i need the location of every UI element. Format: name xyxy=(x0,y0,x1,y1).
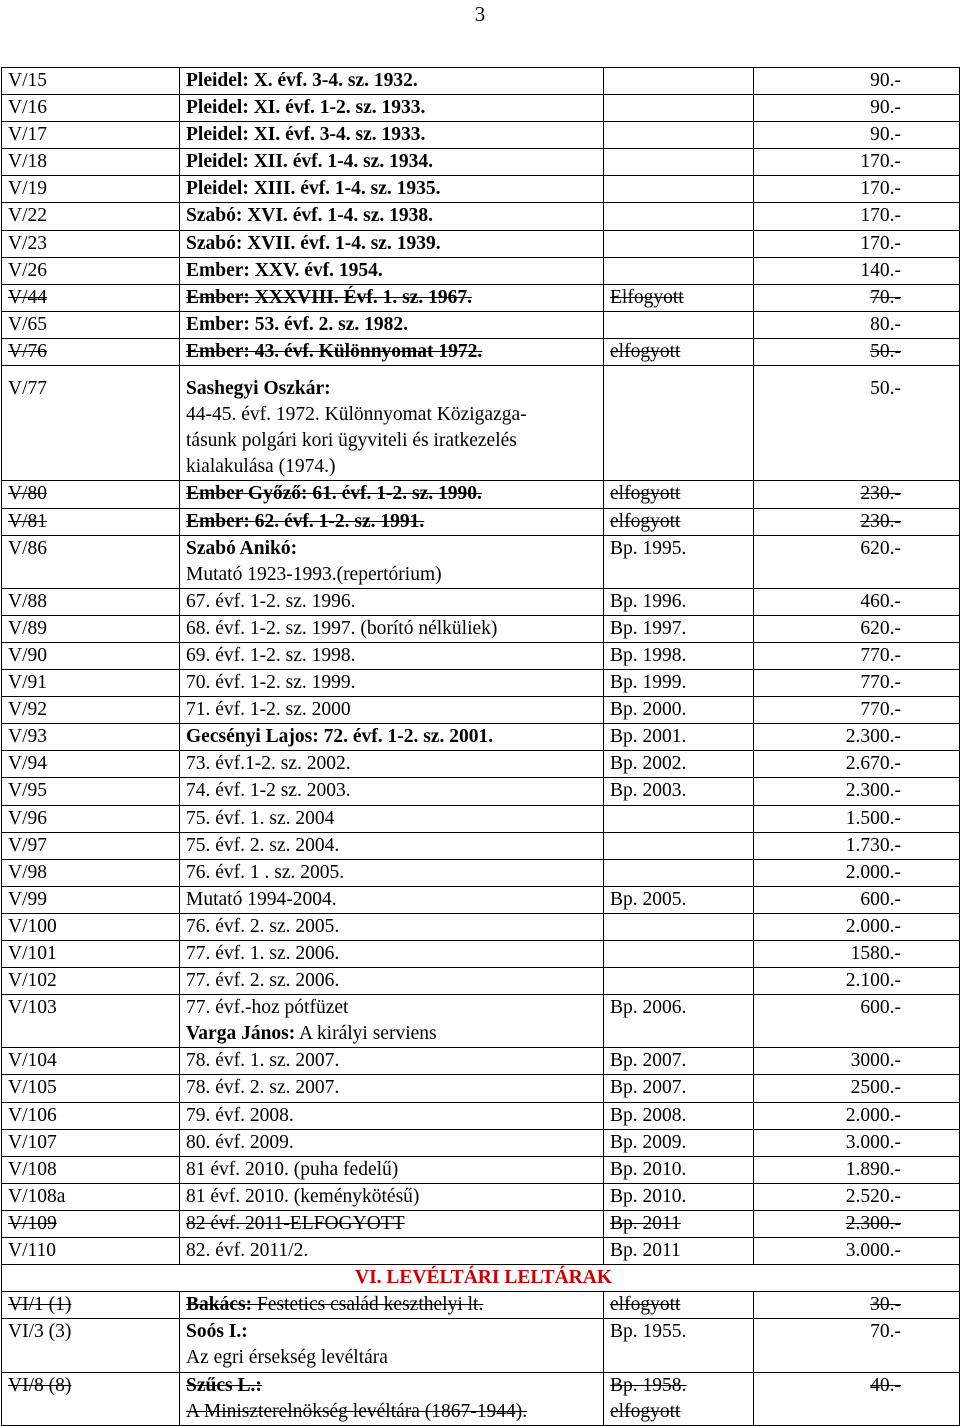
item-title xyxy=(180,805,604,832)
title-text: Festetics család keszthelyi lt. xyxy=(252,1294,484,1316)
item-code: V/23 xyxy=(2,230,180,257)
item-title xyxy=(180,724,604,751)
title-line: 82 évf. 2011-ELFOGYOTT xyxy=(186,1212,405,1234)
item-code: V/102 xyxy=(2,968,180,995)
item-price: 90.- xyxy=(754,95,960,122)
item-title xyxy=(180,311,604,338)
item-title xyxy=(180,338,604,365)
author-name: Varga János: xyxy=(186,1023,296,1045)
item-code: V/17 xyxy=(2,122,180,149)
item-code: V/94 xyxy=(2,751,180,778)
item-title xyxy=(180,941,604,968)
catalog-table xyxy=(1,67,960,1426)
note-text: Bp. 2006. xyxy=(610,997,687,1019)
item-code: V/90 xyxy=(2,642,180,669)
item-code: V/98 xyxy=(2,859,180,886)
note-text: Bp. 2007. xyxy=(610,1077,687,1099)
item-note xyxy=(604,284,754,311)
item-note xyxy=(604,1238,754,1265)
title-line: 74. évf. 1-2 sz. 2003. xyxy=(186,780,351,802)
title-line: Ember: 43. évf. Különnyomat 1972. xyxy=(186,340,483,362)
title-line: Ember Győző: 61. évf. 1-2. sz. 1990. xyxy=(186,483,482,505)
item-title xyxy=(180,1292,604,1319)
table-row xyxy=(2,615,960,642)
title-line: 78. évf. 1. sz. 2007. xyxy=(186,1050,340,1072)
table-row xyxy=(2,642,960,669)
item-price: 170.- xyxy=(754,176,960,203)
item-price: 2.300.- xyxy=(754,1210,960,1237)
table-row xyxy=(2,68,960,95)
table-row xyxy=(2,481,960,508)
item-price: 1.500.- xyxy=(754,805,960,832)
item-title xyxy=(180,230,604,257)
item-price: 50.- xyxy=(754,366,960,481)
item-code: V/15 xyxy=(2,68,180,95)
note-text: Bp. 1955. xyxy=(610,1321,687,1343)
item-price: 90.- xyxy=(754,68,960,95)
item-title xyxy=(180,995,604,1048)
table-row xyxy=(2,913,960,940)
note-text: Bp. 2011 xyxy=(610,1212,681,1234)
title-line: Ember: 53. évf. 2. sz. 1982. xyxy=(186,313,409,335)
item-code: V/103 xyxy=(2,995,180,1048)
item-code: V/65 xyxy=(2,311,180,338)
item-title xyxy=(180,122,604,149)
table-row xyxy=(2,1372,960,1425)
item-code: V/101 xyxy=(2,941,180,968)
item-note xyxy=(604,176,754,203)
item-code: V/92 xyxy=(2,697,180,724)
title-line: Pleidel: XII. évf. 1-4. sz. 1934. xyxy=(186,151,433,173)
item-price: 2.300.- xyxy=(754,778,960,805)
item-note xyxy=(604,1048,754,1075)
table-row xyxy=(2,1075,960,1102)
item-price: 2.000.- xyxy=(754,913,960,940)
item-note xyxy=(604,778,754,805)
item-note xyxy=(604,751,754,778)
item-code: V/110 xyxy=(2,1238,180,1265)
item-title xyxy=(180,670,604,697)
title-line: Szabó: XVII. évf. 1-4. sz. 1939. xyxy=(186,232,441,254)
item-note xyxy=(604,1183,754,1210)
item-price: 600.- xyxy=(754,886,960,913)
title-line: 44-45. évf. 1972. Különnyomat Közigazga- xyxy=(186,404,527,426)
item-note xyxy=(604,913,754,940)
item-note xyxy=(604,1372,754,1425)
title-line: Szabó: XVI. évf. 1-4. sz. 1938. xyxy=(186,205,433,227)
note-text: Bp. 2011 xyxy=(610,1240,681,1262)
item-title xyxy=(180,481,604,508)
item-note xyxy=(604,1129,754,1156)
title-line: Pleidel: XI. évf. 3-4. sz. 1933. xyxy=(186,124,426,146)
item-title xyxy=(180,832,604,859)
title-line: 77. évf. 2. sz. 2006. xyxy=(186,970,340,992)
item-price: 2500.- xyxy=(754,1075,960,1102)
item-note xyxy=(604,968,754,995)
table-row xyxy=(2,284,960,311)
title-line: 73. évf.1-2. sz. 2002. xyxy=(186,753,351,775)
title-line: Sashegyi Oszkár: xyxy=(186,378,331,400)
title-text: A királyi serviens xyxy=(295,1023,437,1045)
title-line: 77. évf.-hoz pótfüzet xyxy=(186,997,349,1019)
item-note xyxy=(604,149,754,176)
item-code: V/19 xyxy=(2,176,180,203)
title-line: Az egri érsekség levéltára xyxy=(186,1347,388,1369)
title-line: 82. évf. 2011/2. xyxy=(186,1240,309,1262)
item-price: 2.670.- xyxy=(754,751,960,778)
item-note xyxy=(604,1075,754,1102)
item-note xyxy=(604,642,754,669)
item-price: 40.- xyxy=(754,1372,960,1425)
item-title xyxy=(180,535,604,588)
item-code: V/80 xyxy=(2,481,180,508)
note-text: Bp. 2010. xyxy=(610,1158,687,1180)
title-line: Mutató 1923-1993.(repertórium) xyxy=(186,563,442,585)
item-price: 770.- xyxy=(754,642,960,669)
title-line: 75. évf. 1. sz. 2004 xyxy=(186,807,335,829)
item-code: V/89 xyxy=(2,615,180,642)
title-line: 76. évf. 1 . sz. 2005. xyxy=(186,861,345,883)
item-price: 140.- xyxy=(754,257,960,284)
item-title xyxy=(180,751,604,778)
item-title xyxy=(180,284,604,311)
title-line xyxy=(186,1021,603,1047)
item-title xyxy=(180,95,604,122)
item-note xyxy=(604,311,754,338)
note-text: Bp. 2008. xyxy=(610,1104,687,1126)
note-text: elfogyott xyxy=(610,340,681,362)
item-code: V/106 xyxy=(2,1102,180,1129)
title-line xyxy=(186,1319,603,1345)
item-code: V/26 xyxy=(2,257,180,284)
title-line: A Miniszterelnökség levéltára (1867-1944). xyxy=(186,1400,528,1422)
item-title xyxy=(180,366,604,481)
item-code: VI/3 (3) xyxy=(2,1319,180,1372)
item-title xyxy=(180,176,604,203)
title-line: 77. évf. 1. sz. 2006. xyxy=(186,943,340,964)
item-title xyxy=(180,859,604,886)
item-price: 230.- xyxy=(754,481,960,508)
title-line: Pleidel: XI. évf. 1-2. sz. 1933. xyxy=(186,97,426,119)
item-note xyxy=(604,508,754,535)
item-note xyxy=(604,697,754,724)
note-text: elfogyott xyxy=(610,510,681,532)
title-line: 75. évf. 2. sz. 2004. xyxy=(186,834,340,856)
item-code: V/22 xyxy=(2,203,180,230)
item-note xyxy=(604,1319,754,1372)
table-row xyxy=(2,366,960,481)
table-row xyxy=(2,338,960,365)
title-line: 81 évf. 2010. (puha fedelű) xyxy=(186,1158,399,1180)
item-title xyxy=(180,1238,604,1265)
item-code: V/108a xyxy=(2,1183,180,1210)
table-row xyxy=(2,724,960,751)
item-code: V/96 xyxy=(2,805,180,832)
table-row xyxy=(2,1183,960,1210)
table-row xyxy=(2,122,960,149)
item-code: V/18 xyxy=(2,149,180,176)
item-price: 460.- xyxy=(754,588,960,615)
item-note xyxy=(604,535,754,588)
item-title xyxy=(180,913,604,940)
item-price: 170.- xyxy=(754,230,960,257)
title-line: 79. évf. 2008. xyxy=(186,1104,294,1126)
note-text: Bp. 2009. xyxy=(610,1131,687,1153)
item-note xyxy=(604,1156,754,1183)
item-note xyxy=(604,230,754,257)
item-price: 30.- xyxy=(754,1292,960,1319)
item-title xyxy=(180,1372,604,1425)
table-row xyxy=(2,149,960,176)
item-code: VI/8 (8) xyxy=(2,1372,180,1425)
item-note xyxy=(604,122,754,149)
item-title xyxy=(180,1156,604,1183)
item-note xyxy=(604,257,754,284)
table-row xyxy=(2,1210,960,1237)
table-row xyxy=(2,95,960,122)
title-line: Pleidel: XIII. évf. 1-4. sz. 1935. xyxy=(186,178,441,200)
item-price: 770.- xyxy=(754,697,960,724)
item-price: 170.- xyxy=(754,203,960,230)
item-note xyxy=(604,203,754,230)
note-text: Bp. 1958. xyxy=(610,1374,687,1396)
item-code: V/77 xyxy=(2,366,180,481)
item-note xyxy=(604,832,754,859)
item-code: V/97 xyxy=(2,832,180,859)
title-line: 68. évf. 1-2. sz. 1997. (borító nélküliek) xyxy=(186,617,498,639)
table-row xyxy=(2,968,960,995)
item-note xyxy=(604,941,754,968)
item-title xyxy=(180,588,604,615)
table-row xyxy=(2,311,960,338)
item-title xyxy=(180,968,604,995)
author-name: Bakács: xyxy=(186,1294,253,1316)
item-note xyxy=(604,95,754,122)
item-price: 170.- xyxy=(754,149,960,176)
title-line xyxy=(186,1292,603,1318)
item-note xyxy=(604,805,754,832)
item-note xyxy=(604,1210,754,1237)
note-text: Bp. 2007. xyxy=(610,1050,687,1072)
item-price: 1.890.- xyxy=(754,1156,960,1183)
note-text: elfogyott xyxy=(610,483,681,505)
item-code: V/93 xyxy=(2,724,180,751)
title-line: 71. évf. 1-2. sz. 2000 xyxy=(186,699,351,721)
table-row xyxy=(2,941,960,968)
table-row xyxy=(2,670,960,697)
item-price: 90.- xyxy=(754,122,960,149)
item-price: 80.- xyxy=(754,311,960,338)
item-note xyxy=(604,366,754,481)
table-row xyxy=(2,751,960,778)
note-text: elfogyott xyxy=(610,1294,681,1316)
item-note xyxy=(604,615,754,642)
title-line: Ember: XXV. évf. 1954. xyxy=(186,259,383,281)
title-line: Gecsényi Lajos: 72. évf. 1-2. sz. 2001. xyxy=(186,726,494,748)
note-text: Bp. 2001. xyxy=(610,726,687,748)
item-note xyxy=(604,338,754,365)
table-row xyxy=(2,995,960,1048)
item-code: V/76 xyxy=(2,338,180,365)
item-note xyxy=(604,995,754,1048)
title-line: tásunk polgári kori ügyviteli és iratkezelés xyxy=(186,430,517,452)
item-title xyxy=(180,1210,604,1237)
note-text: Bp. 2000. xyxy=(610,699,687,721)
item-price: 3.000.- xyxy=(754,1129,960,1156)
table-row xyxy=(2,1102,960,1129)
title-line: 67. évf. 1-2. sz. 1996. xyxy=(186,590,356,612)
item-price: 620.- xyxy=(754,615,960,642)
item-title xyxy=(180,1129,604,1156)
item-code: V/107 xyxy=(2,1129,180,1156)
item-price: 70.- xyxy=(754,284,960,311)
table-row xyxy=(2,257,960,284)
item-code: V/109 xyxy=(2,1210,180,1237)
item-title xyxy=(180,68,604,95)
note-text: Bp. 2005. xyxy=(610,888,687,910)
table-row xyxy=(2,1292,960,1319)
title-line: 81 évf. 2010. (keménykötésű) xyxy=(186,1185,420,1207)
title-line xyxy=(186,1373,603,1399)
title-line: Szabó Anikó: xyxy=(186,537,298,559)
item-note xyxy=(604,886,754,913)
page-number: 3 xyxy=(474,2,486,26)
title-line: Ember: XXXVIII. Évf. 1. sz. 1967. xyxy=(186,286,472,308)
item-title xyxy=(180,615,604,642)
note-text: Bp. 2003. xyxy=(610,780,687,802)
table-row xyxy=(2,203,960,230)
table-row xyxy=(2,1319,960,1372)
item-title xyxy=(180,1319,604,1372)
item-price: 600.- xyxy=(754,995,960,1048)
section-heading-row xyxy=(2,1265,960,1292)
item-price: 230.- xyxy=(754,508,960,535)
item-title xyxy=(180,257,604,284)
item-note xyxy=(604,1292,754,1319)
item-code: V/81 xyxy=(2,508,180,535)
item-note xyxy=(604,724,754,751)
item-title xyxy=(180,886,604,913)
title-line: 69. évf. 1-2. sz. 1998. xyxy=(186,644,356,666)
author-name: Soós I.: xyxy=(186,1321,248,1343)
table-row xyxy=(2,1238,960,1265)
note-text: Bp. 1998. xyxy=(610,644,687,666)
item-code: V/99 xyxy=(2,886,180,913)
item-code: V/16 xyxy=(2,95,180,122)
table-row xyxy=(2,832,960,859)
item-price: 50.- xyxy=(754,338,960,365)
item-title xyxy=(180,1048,604,1075)
item-price: 2.000.- xyxy=(754,859,960,886)
note-text: Bp. 2002. xyxy=(610,753,687,775)
note-text: Bp. 2010. xyxy=(610,1185,687,1207)
item-note xyxy=(604,670,754,697)
item-code: V/104 xyxy=(2,1048,180,1075)
table-row xyxy=(2,230,960,257)
item-price: 3000.- xyxy=(754,1048,960,1075)
item-price: 620.- xyxy=(754,535,960,588)
table-row xyxy=(2,1129,960,1156)
table-row xyxy=(2,778,960,805)
item-title xyxy=(180,1075,604,1102)
table-row xyxy=(2,805,960,832)
item-code: V/88 xyxy=(2,588,180,615)
table-row xyxy=(2,588,960,615)
item-title xyxy=(180,1183,604,1210)
item-price: 1580.- xyxy=(754,941,960,968)
item-code: V/108 xyxy=(2,1156,180,1183)
title-line: 78. évf. 2. sz. 2007. xyxy=(186,1077,340,1099)
title-line: 76. évf. 2. sz. 2005. xyxy=(186,915,340,937)
note-text: Bp. 1995. xyxy=(610,537,687,559)
item-note xyxy=(604,588,754,615)
note-text: Bp. 1997. xyxy=(610,617,687,639)
item-title xyxy=(180,149,604,176)
item-note xyxy=(604,1102,754,1129)
item-code: V/91 xyxy=(2,670,180,697)
item-title xyxy=(180,697,604,724)
item-code: V/86 xyxy=(2,535,180,588)
table-row xyxy=(2,886,960,913)
item-note xyxy=(604,481,754,508)
item-price: 770.- xyxy=(754,670,960,697)
item-price: 2.000.- xyxy=(754,1102,960,1129)
table-row xyxy=(2,1048,960,1075)
item-price: 2.100.- xyxy=(754,968,960,995)
item-code: V/95 xyxy=(2,778,180,805)
title-line: Mutató 1994-2004. xyxy=(186,888,337,910)
title-line: Ember: 62. évf. 1-2. sz. 1991. xyxy=(186,510,425,532)
item-price: 2.300.- xyxy=(754,724,960,751)
table-row xyxy=(2,859,960,886)
note-text: Bp. 1996. xyxy=(610,590,687,612)
table-row xyxy=(2,508,960,535)
note-text: Elfogyott xyxy=(610,286,684,308)
author-name: Szűcs L.: xyxy=(186,1374,262,1396)
item-price: 3.000.- xyxy=(754,1238,960,1265)
title-line: 70. évf. 1-2. sz. 1999. xyxy=(186,672,356,694)
title-line: Pleidel: X. évf. 3-4. sz. 1932. xyxy=(186,70,418,91)
item-title xyxy=(180,642,604,669)
item-code: V/44 xyxy=(2,284,180,311)
table-row xyxy=(2,176,960,203)
item-price: 70.- xyxy=(754,1319,960,1372)
item-title xyxy=(180,508,604,535)
item-price: 1.730.- xyxy=(754,832,960,859)
table-row xyxy=(2,1156,960,1183)
item-note xyxy=(604,859,754,886)
item-price: 2.520.- xyxy=(754,1183,960,1210)
item-code: V/105 xyxy=(2,1075,180,1102)
section-heading: VI. LEVÉLTÁRI LELTÁRAK xyxy=(2,1265,960,1292)
note-text: elfogyott xyxy=(610,1400,681,1422)
title-line: 80. évf. 2009. xyxy=(186,1131,294,1153)
item-code: VI/1 (1) xyxy=(2,1292,180,1319)
item-title xyxy=(180,778,604,805)
table-row xyxy=(2,697,960,724)
title-line: kialakulása (1974.) xyxy=(186,456,336,478)
item-title xyxy=(180,1102,604,1129)
item-note xyxy=(604,68,754,95)
note-text: Bp. 1999. xyxy=(610,672,687,694)
item-title xyxy=(180,203,604,230)
item-code: V/100 xyxy=(2,913,180,940)
table-row xyxy=(2,535,960,588)
